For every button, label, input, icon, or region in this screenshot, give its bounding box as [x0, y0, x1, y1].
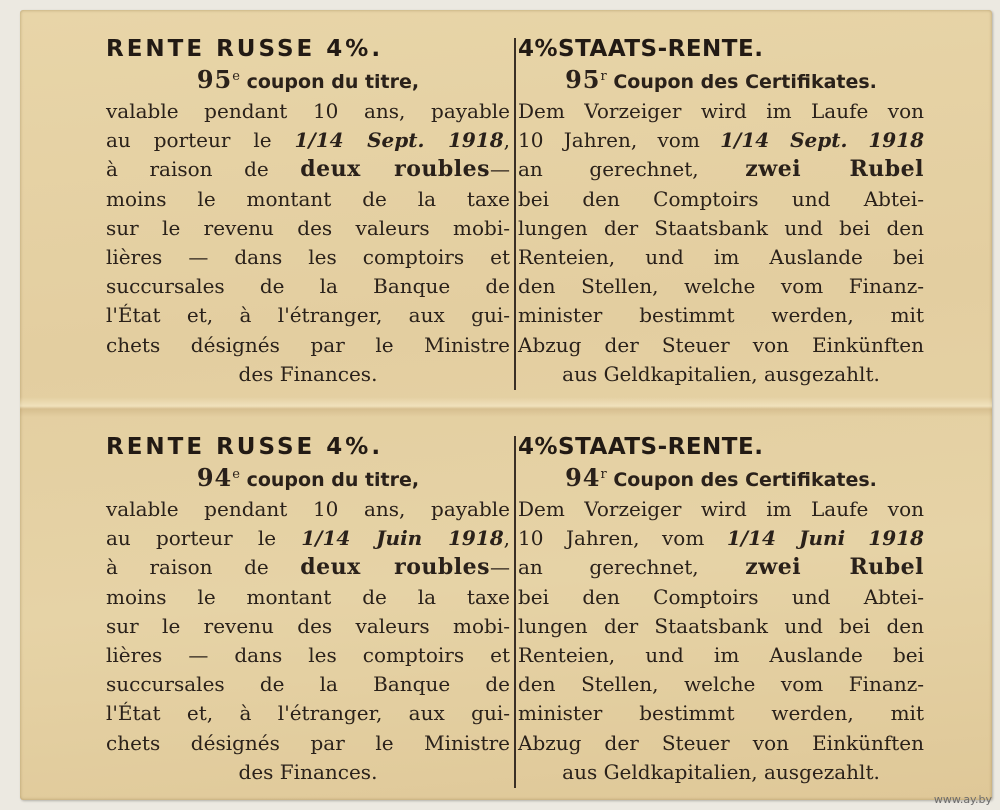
text-line: sur le revenu des valeurs mobi- [106, 613, 510, 638]
text-fragment: — [490, 157, 510, 182]
text-line: Abzug der Steuer von Einkünften [518, 730, 924, 755]
text-line [518, 126, 924, 155]
coupon-number: 95 [565, 65, 601, 94]
coupon-label: coupon du titre, [239, 71, 420, 93]
text-line: lungen der Staatsbank und bei den [518, 215, 924, 240]
text-line: lières — dans les comptoirs et [106, 643, 510, 668]
german-coupon-heading [518, 62, 924, 97]
german-coupon-heading [518, 460, 924, 495]
coupon-suffix: e [232, 69, 240, 84]
german-title: 4%STAATS-RENTE. [518, 434, 764, 460]
french-coupon-heading [106, 62, 510, 97]
german-text-block [518, 36, 924, 389]
french-text-block [106, 36, 510, 389]
divider-line [514, 38, 516, 390]
text-line: succursales de la Banque de [106, 274, 510, 299]
text-line: succursales de la Banque de [106, 672, 510, 697]
text-line: minister bestimmt werden, mit [518, 701, 924, 726]
text-fragment: 10 Jahren, vom [518, 128, 721, 153]
text-line [518, 524, 924, 553]
payment-date: 1/14 Juin 1918 [301, 526, 504, 551]
text-line: minister bestimmt werden, mit [518, 303, 924, 328]
coupon-number: 95 [196, 65, 233, 94]
payment-date: 1/14 Sept. 1918 [720, 128, 924, 153]
text-fragment: , [503, 526, 511, 551]
text-line: chets désignés par le Ministre [106, 730, 510, 755]
french-text-block [106, 434, 510, 787]
text-line: Dem Vorzeiger wird im Laufe von [518, 99, 924, 123]
text-line: sur le revenu des valeurs mobi- [106, 215, 510, 240]
coupon-suffix: r [600, 467, 607, 482]
text-line [106, 155, 510, 184]
text-line: bei den Comptoirs und Abtei- [518, 186, 924, 211]
text-line: Renteien, und im Auslande bei [518, 643, 924, 668]
text-line: moins le montant de la taxe [106, 186, 510, 211]
coupon-number: 94 [196, 463, 233, 492]
coupon-number: 94 [565, 463, 601, 492]
coupon-suffix: e [232, 467, 240, 482]
text-fragment: — [490, 555, 510, 580]
text-line: l'État et, à l'étranger, aux gui- [106, 303, 510, 328]
divider-line [514, 436, 516, 788]
text-fragment: an gerechnet, [518, 157, 746, 182]
amount: zwei Rubel [745, 156, 925, 183]
text-line: den Stellen, welche vom Finanz- [518, 274, 924, 299]
amount: deux roubles [300, 554, 490, 581]
german-text-block [518, 434, 924, 787]
text-line [106, 524, 510, 553]
amount: zwei Rubel [745, 554, 925, 581]
text-line: chets désignés par le Ministre [106, 332, 510, 357]
text-fragment: 10 Jahren, vom [518, 526, 727, 551]
french-title: RENTE RUSSE 4%. [106, 36, 384, 62]
amount: deux roubles [300, 156, 490, 183]
coupon-label: Coupon des Certifikates. [606, 469, 877, 491]
text-line: den Stellen, welche vom Finanz- [518, 672, 924, 697]
text-fragment: , [503, 128, 510, 153]
coupon-label: coupon du titre, [239, 469, 420, 491]
text-fragment: an gerechnet, [518, 555, 746, 580]
coupon-94 [0, 428, 1000, 808]
text-fragment: au porteur le [106, 128, 295, 153]
text-line [106, 553, 510, 582]
text-line: moins le montant de la taxe [106, 584, 510, 609]
payment-date: 1/14 Juni 1918 [726, 526, 924, 551]
watermark: www.ay.by [933, 793, 992, 806]
text-line [518, 155, 924, 184]
french-title: RENTE RUSSE 4%. [106, 434, 384, 460]
text-line: des Finances. [238, 759, 378, 784]
french-coupon-heading [106, 460, 510, 495]
coupon-suffix: r [600, 69, 607, 84]
payment-date: 1/14 Sept. 1918 [294, 128, 504, 153]
text-line: lières — dans les comptoirs et [106, 245, 510, 270]
text-line: valable pendant 10 ans, payable [106, 497, 510, 521]
text-line: l'État et, à l'étranger, aux gui- [106, 701, 510, 726]
coupon-label: Coupon des Certifikates. [606, 71, 877, 93]
text-fragment: à raison de [106, 157, 301, 182]
text-line: lungen der Staatsbank und bei den [518, 613, 924, 638]
text-line: Abzug der Steuer von Einkünften [518, 332, 924, 357]
text-line: aus Geldkapitalien, ausgezahlt. [562, 361, 880, 386]
text-line: des Finances. [238, 361, 378, 386]
text-line [518, 553, 924, 582]
text-fragment: au porteur le [106, 526, 302, 551]
coupon-95 [0, 30, 1000, 410]
text-line: Dem Vorzeiger wird im Laufe von [518, 497, 924, 521]
text-line: Renteien, und im Auslande bei [518, 245, 924, 270]
text-line: aus Geldkapitalien, ausgezahlt. [562, 759, 880, 784]
text-line: valable pendant 10 ans, payable [106, 99, 510, 123]
german-title: 4%STAATS-RENTE. [518, 36, 764, 62]
text-line: bei den Comptoirs und Abtei- [518, 584, 924, 609]
text-fragment: à raison de [106, 555, 301, 580]
text-line [106, 126, 510, 155]
